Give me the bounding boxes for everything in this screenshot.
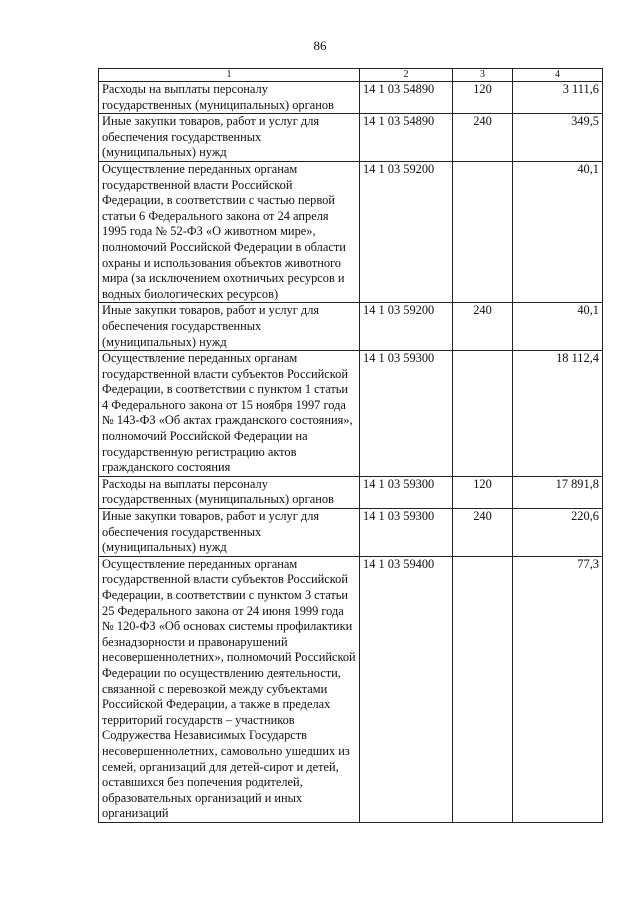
row-code: 14 1 03 59300 [360,476,453,508]
row-expense-type: 240 [453,114,513,162]
row-name: Осуществление переданных органам государственной власти Российской Федерации, в соответствии с частью первой статьи 6 Федерального закона от 24 апреля 1995 года № 52-ФЗ «О животном мире», полномочий Российской Федерации в области охраны и использования объектов животного мира (за исключением охотничьих ресурсов и водных биологических ресурсов) [99,161,360,302]
table-row [99,303,603,351]
row-code: 14 1 03 59300 [360,351,453,477]
table-row [99,161,603,302]
table-row [99,82,603,114]
table-row [99,476,603,508]
row-code: 14 1 03 54890 [360,82,453,114]
row-name: Иные закупки товаров, работ и услуг для обеспечения государственных (муниципальных) нужд [99,303,360,351]
table-row [99,509,603,557]
row-expense-type [453,161,513,302]
row-expense-type [453,351,513,477]
table-header-row [99,69,603,82]
row-name: Иные закупки товаров, работ и услуг для обеспечения государственных (муниципальных) нужд [99,509,360,557]
row-name: Осуществление переданных органам государственной власти субъектов Российской Федерации, в соответствии с пунктом 3 статьи 25 Федерального закона от 24 июня 1999 года № 120-ФЗ «Об основах системы профилактики безнадзорности и правонарушений несовершеннолетних», полномочий Российской Федерации по осуществлению деятельности, связанной с перевозкой между субъектами Российской Федерации, а также в пределах территорий государств – участников Содружества Независимых Государств несовершеннолетних, самовольно ушедших из семей, организаций для детей-сирот и детей, оставшихся без попечения родителей, образовательных организаций и иных организаций [99,556,360,822]
row-code: 14 1 03 59200 [360,161,453,302]
row-amount: 220,6 [513,509,603,557]
row-amount: 77,3 [513,556,603,822]
page-number: 86 [313,38,327,53]
row-code: 14 1 03 59300 [360,509,453,557]
row-amount: 3 111,6 [513,82,603,114]
row-code: 14 1 03 59400 [360,556,453,822]
row-amount: 349,5 [513,114,603,162]
row-expense-type: 240 [453,509,513,557]
table-row [99,556,603,822]
row-expense-type: 120 [453,82,513,114]
row-expense-type: 120 [453,476,513,508]
header-col-1: 1 [99,69,360,82]
header-col-4: 4 [513,69,603,82]
table-row [99,114,603,162]
row-name: Расходы на выплаты персоналу государственных (муниципальных) органов [99,476,360,508]
row-name: Расходы на выплаты персоналу государственных (муниципальных) органов [99,82,360,114]
header-col-3: 3 [453,69,513,82]
row-amount: 40,1 [513,303,603,351]
row-code: 14 1 03 54890 [360,114,453,162]
row-code: 14 1 03 59200 [360,303,453,351]
row-expense-type [453,556,513,822]
row-amount: 40,1 [513,161,603,302]
header-col-2: 2 [360,69,453,82]
row-name: Иные закупки товаров, работ и услуг для обеспечения государственных (муниципальных) нужд [99,114,360,162]
row-name: Осуществление переданных органам государственной власти субъектов Российской Федерации, в соответствии с пунктом 1 статьи 4 Федерального закона от 15 ноября 1997 года № 143-ФЗ «Об актах гражданского состояния», полномочий Российской Федерации на государственную регистрацию актов гражданского состояния [99,351,360,477]
table-row [99,351,603,477]
row-amount: 17 891,8 [513,476,603,508]
row-expense-type: 240 [453,303,513,351]
row-amount: 18 112,4 [513,351,603,477]
budget-table [98,68,603,823]
